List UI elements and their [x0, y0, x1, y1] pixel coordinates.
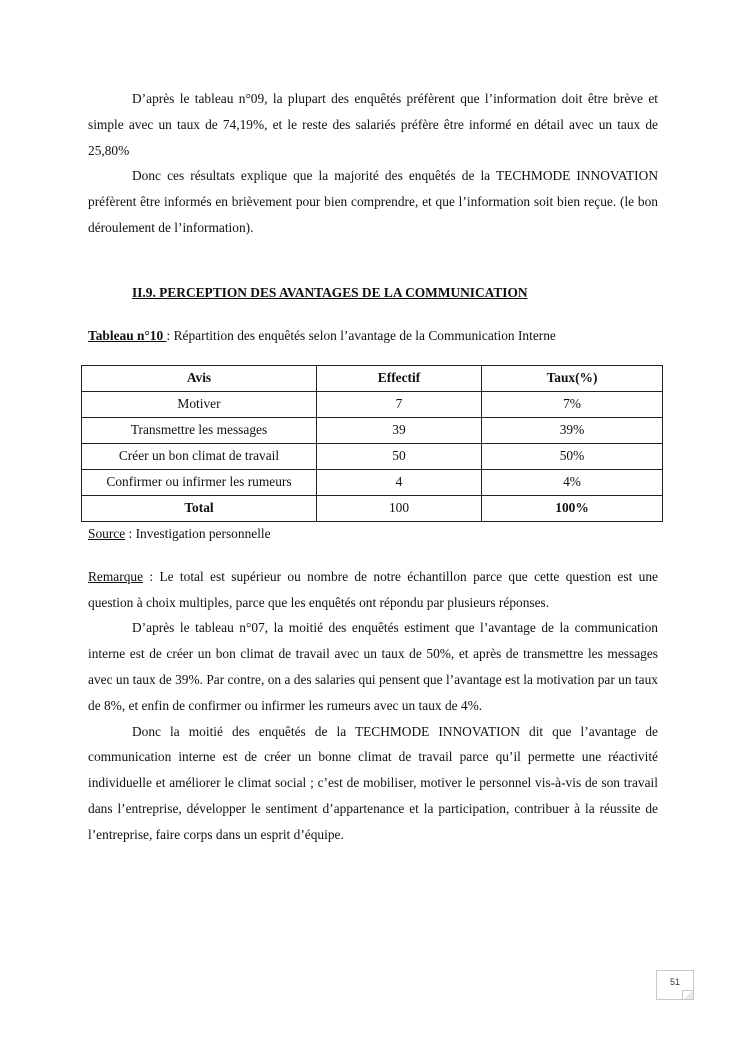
- source-label: Source: [88, 525, 126, 541]
- results-table: [81, 365, 663, 522]
- remark-text: : Le total est supérieur ou nombre de notre échantillon parce que cette question est une question à choix multiples, parce que les enquêtés ont répondu par plusieurs réponses.: [88, 568, 658, 610]
- table-caption-text: : Répartition des enquêtés selon l’avantage de la Communication Interne: [166, 327, 556, 343]
- paragraph-conclusion: Donc ces résultats explique que la majorité des enquêtés de la TECHMODE INNOVATION préfèrent être informés en brièvement pour bien comprendre, et que l’information soit bien reçue. (le bon déroulement de l’information).: [88, 168, 658, 235]
- table-total-row: [82, 495, 663, 521]
- page-number: [656, 970, 694, 1000]
- cell-taux: 50%: [482, 443, 663, 469]
- total-taux: 100%: [482, 495, 663, 521]
- table-row: [82, 391, 663, 417]
- header-taux: Taux(%): [482, 365, 663, 391]
- paragraph-intro: D’après le tableau n°09, la plupart des enquêtés préfèrent que l’information doit être brève et simple avec un taux de 74,19%, et le reste des salariés préfère être informé en détail avec un taux de 25,80%: [88, 91, 658, 158]
- paragraph-summary: Donc la moitié des enquêtés de la TECHMODE INNOVATION dit que l’avantage de communication interne est de créer un bonne climat de travail parce qu’il permette une réactivité individuelle et améliorer le climat social ; c’est de mobiliser, motiver le personnel vis-à-vis de son travail dans l’entreprise, développer le sentiment d’appartenance et la participation, contribuer à la réussite de l’entreprise, faire corps dans un esprit d’équipe.: [88, 723, 658, 842]
- remark-label: Remarque: [88, 568, 144, 584]
- cell-effectif: 39: [317, 417, 482, 443]
- source-text: : Investigation personnelle: [125, 525, 271, 541]
- cell-effectif: 4: [317, 469, 482, 495]
- page-number-text: 51: [669, 977, 680, 987]
- cell-taux: 4%: [482, 469, 663, 495]
- document-page: [88, 86, 658, 848]
- total-effectif: 100: [317, 495, 482, 521]
- cell-avis: Confirmer ou infirmer les rumeurs: [82, 469, 317, 495]
- table-row: [82, 417, 663, 443]
- remark-paragraph: [88, 564, 658, 616]
- cell-avis: Transmettre les messages: [82, 417, 317, 443]
- total-label: Total: [82, 495, 317, 521]
- header-effectif: Effectif: [317, 365, 482, 391]
- section-heading: II.9. PERCEPTION DES AVANTAGES DE LA COMMUNICATION: [132, 284, 528, 300]
- table-row: [82, 443, 663, 469]
- table-header-row: [82, 365, 663, 391]
- table-caption: [88, 325, 658, 347]
- cell-taux: 39%: [482, 417, 663, 443]
- cell-avis: Motiver: [82, 391, 317, 417]
- cell-effectif: 7: [317, 391, 482, 417]
- table-caption-label: Tableau n°10: [88, 327, 167, 343]
- cell-taux: 7%: [482, 391, 663, 417]
- header-avis: Avis: [82, 365, 317, 391]
- cell-avis: Créer un bon climat de travail: [82, 443, 317, 469]
- paragraph-analysis: D’après le tableau n°07, la moitié des enquêtés estiment que l’avantage de la communication interne est de créer un bon climat de travail avec un taux de 50%, et après de transmettre les messages avec un taux de 39%. Par contre, on a des salaries qui pensent que l’avantage est la motivation par un taux de 8%, et enfin de confirmer ou infirmer les rumeurs avec un taux de 4%.: [88, 620, 658, 713]
- page-curl-icon: [682, 990, 693, 999]
- table-source: [88, 524, 658, 544]
- table-row: [82, 469, 663, 495]
- cell-effectif: 50: [317, 443, 482, 469]
